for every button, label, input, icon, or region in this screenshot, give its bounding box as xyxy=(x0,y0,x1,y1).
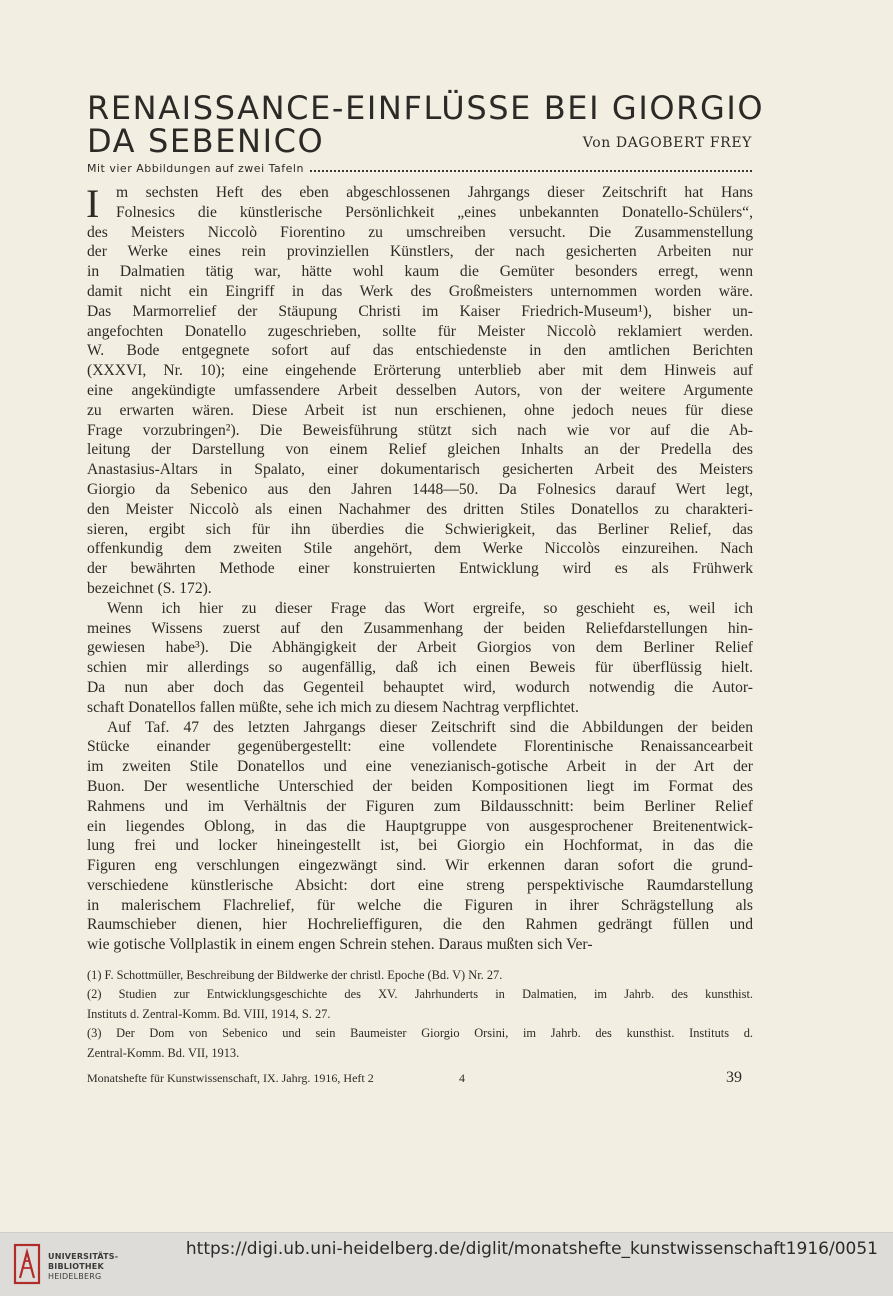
text-line: gewiesen habe³). Die Abhängigkeit der Arbeit Giorgios von dem Berliner Relief xyxy=(87,639,753,657)
text-line: Wenn ich hier zu dieser Frage das Wort ergreife, so geschieht es, weil ich xyxy=(107,599,753,617)
page-footer xyxy=(87,1069,753,1089)
text-line: angefochten Donatello zugeschrieben, sollte für Meister Niccolò reklamiert werden. xyxy=(87,322,753,340)
text-line: der Werke eines rein provinziellen Künstlers, der nach gesicherten Arbeiten nur xyxy=(87,243,753,261)
text-line: eine angekündigte umfassendere Arbeit desselben Autors, von der weitere Argumente xyxy=(87,381,753,399)
footnote-line: Instituts d. Zentral-Komm. Bd. VIII, 1914, S. 27. xyxy=(87,1006,331,1021)
text-line: W. Bode entgegnete sofort auf das entschiedenste in den amtlichen Berichten xyxy=(87,342,753,360)
library-logo[interactable] xyxy=(12,1240,122,1290)
text-line: der bewährten Methode einer konstruierten Entwicklung wird es als Frühwerk xyxy=(87,560,753,578)
text-line: m sechsten Heft des eben abgeschlossenen Jahrgangs dieser Zeitschrift hat Hans xyxy=(116,184,753,201)
text-line: ein liegendes Oblong, in das die Hauptgruppe von ausgesprochener Breitenentwick- xyxy=(87,817,753,835)
text-line: Da nun aber doch das Gegenteil behauptet wird, wodurch notwendig die Autor- xyxy=(87,678,753,696)
article-title-line-2: DA SEBENICO xyxy=(87,122,325,160)
article-body xyxy=(87,183,753,955)
text-line: den Meister Niccolò als einen Nachahmer des dritten Stiles Donatellos zu charakteri- xyxy=(87,500,753,518)
library-name xyxy=(48,1252,118,1282)
text-line: damit nicht ein Eingriff in das Werk des Großmeisters unternommen worden wäre. xyxy=(87,282,753,300)
text-line: schien mir allerdings so augenfällig, daß ich einen Beweis für überflüssig hielt. xyxy=(87,659,753,677)
text-line: Folnesics die künstlerische Persönlichkeit „eines unbekannten Donatello-Schülers“, xyxy=(116,203,753,221)
text-line: des Meisters Niccolò Fiorentino zu umschreiben versucht. Die Zusammenstellung xyxy=(87,223,753,241)
library-name-line-2: BIBLIOTHEK xyxy=(48,1262,104,1271)
text-line: sieren, ergibt sich für ihn überdies die Schwierigkeit, das Berliner Relief, das xyxy=(87,520,753,538)
text-line: Rahmens und im Verhältnis der Figuren zum Bildausschnitt: beim Berliner Relief xyxy=(87,797,753,815)
text-line: bezeichnet (S. 172). xyxy=(87,579,212,597)
permalink-url[interactable]: https://digi.ub.uni-heidelberg.de/diglit/monatshefte_kunstwissenschaft1916/0051 xyxy=(185,1239,878,1259)
footnote-line: (3) Der Dom von Sebenico und sein Baumeister Giorgio Orsini, im Jahrb. des kunsthist. Instituts d. xyxy=(87,1026,753,1041)
author-byline: Von DAGOBERT FREY xyxy=(582,135,752,151)
text-line: Frage vorzubringen²). Die Beweisführung stützt sich nach wie vor auf die Ab- xyxy=(87,421,753,439)
footnote-line: (2) Studien zur Entwicklungsgeschichte des XV. Jahrhunderts in Dalmatien, im Jahrb. des kunsthist. xyxy=(87,987,753,1002)
signature-mark: 4 xyxy=(459,1071,465,1085)
text-line: Stücke einander gegenübergestellt: eine vollendete Florentinische Renaissancearbeit xyxy=(87,738,753,756)
page-number: 39 xyxy=(726,1069,742,1086)
text-line: Giorgio da Sebenico aus den Jahren 1448—50. Da Folnesics darauf Wert legt, xyxy=(87,480,753,498)
text-line: im zweiten Stile Donatellos und eine venezianisch-gotische Arbeit in der Art der xyxy=(87,758,753,776)
text-line: verschiedene künstlerische Absicht: dort eine streng perspektivische Raumdarstellung xyxy=(87,876,753,894)
drop-cap: I xyxy=(86,181,100,226)
text-line: Figuren eng verschlungen eingezwängt sind. Wir erkennen daran sofort die grund- xyxy=(87,857,753,875)
text-line: Buon. Der wesentliche Unterschied der beiden Kompositionen liegt im Format des xyxy=(87,777,753,795)
article-title-line-1: RENAISSANCE-EINFLÜSSE BEI GIORGIO xyxy=(87,89,765,127)
text-line: zu erwarten wären. Diese Arbeit ist nun erschienen, ohne jedoch neues für diese xyxy=(87,401,753,419)
library-name-line-3: HEIDELBERG xyxy=(48,1272,102,1281)
text-line: offenkundig dem zweiten Stile angehört, dem Werke Niccolòs einzureihen. Nach xyxy=(87,540,753,558)
subtitle-row xyxy=(87,159,752,175)
text-line: lung frei und locker hineingestellt ist, bei Giorgio ein Hochformat, in das die xyxy=(87,837,753,855)
journal-citation: Monatshefte für Kunstwissenschaft, IX. Jahrg. 1916, Heft 2 xyxy=(87,1071,374,1085)
text-line: in malerischem Flachrelief, für welche die Figuren in ihrer Schrägstellung als xyxy=(87,896,753,914)
library-name-line-1: UNIVERSITÄTS- xyxy=(48,1252,119,1261)
dotted-leader xyxy=(310,170,752,172)
text-line: (XXXVI, Nr. 10); eine eingehende Erörterung unterblieb aber mit dem Hinweis auf xyxy=(87,362,753,380)
footnote-line: Zentral-Komm. Bd. VII, 1913. xyxy=(87,1045,240,1060)
text-line: wie gotische Vollplastik in einem engen Schrein stehen. Daraus mußten sich Ver- xyxy=(87,936,593,954)
text-line: schaft Donatellos fallen müßte, sehe ich mich zu diesem Nachtrag verpflichtet. xyxy=(87,698,579,716)
text-line: Raumschieber dienen, hier Hochrelieffiguren, die den Rahmen gedrängt füllen und xyxy=(87,916,753,934)
text-line: meines Wissens zuerst auf den Zusammenhang der beiden Reliefdarstellungen hin- xyxy=(87,619,753,637)
text-line: Das Marmorrelief der Stäupung Christi im Kaiser Friedrich-Museum¹), bisher un- xyxy=(87,302,753,320)
university-crest-icon xyxy=(12,1242,42,1286)
subtitle: Mit vier Abbildungen auf zwei Tafeln xyxy=(87,162,304,175)
text-line: in Dalmatien tätig war, hätte wohl kaum die Gemüter besonders erregt, wenn xyxy=(87,263,753,281)
text-line: leitung der Darstellung von einem Relief gleichen Inhalts an der Predella des xyxy=(87,441,753,459)
footnote-line: (1) F. Schottmüller, Beschreibung der Bildwerke der christl. Epoche (Bd. V) Nr. 27. xyxy=(87,968,503,982)
text-line: Auf Taf. 47 des letzten Jahrgangs dieser Zeitschrift sind die Abbildungen der beiden xyxy=(107,718,753,736)
text-line: Anastasius-Altars in Spalato, einer dokumentarisch gesicherten Arbeit des Meisters xyxy=(87,461,753,479)
footnotes xyxy=(87,966,753,1063)
